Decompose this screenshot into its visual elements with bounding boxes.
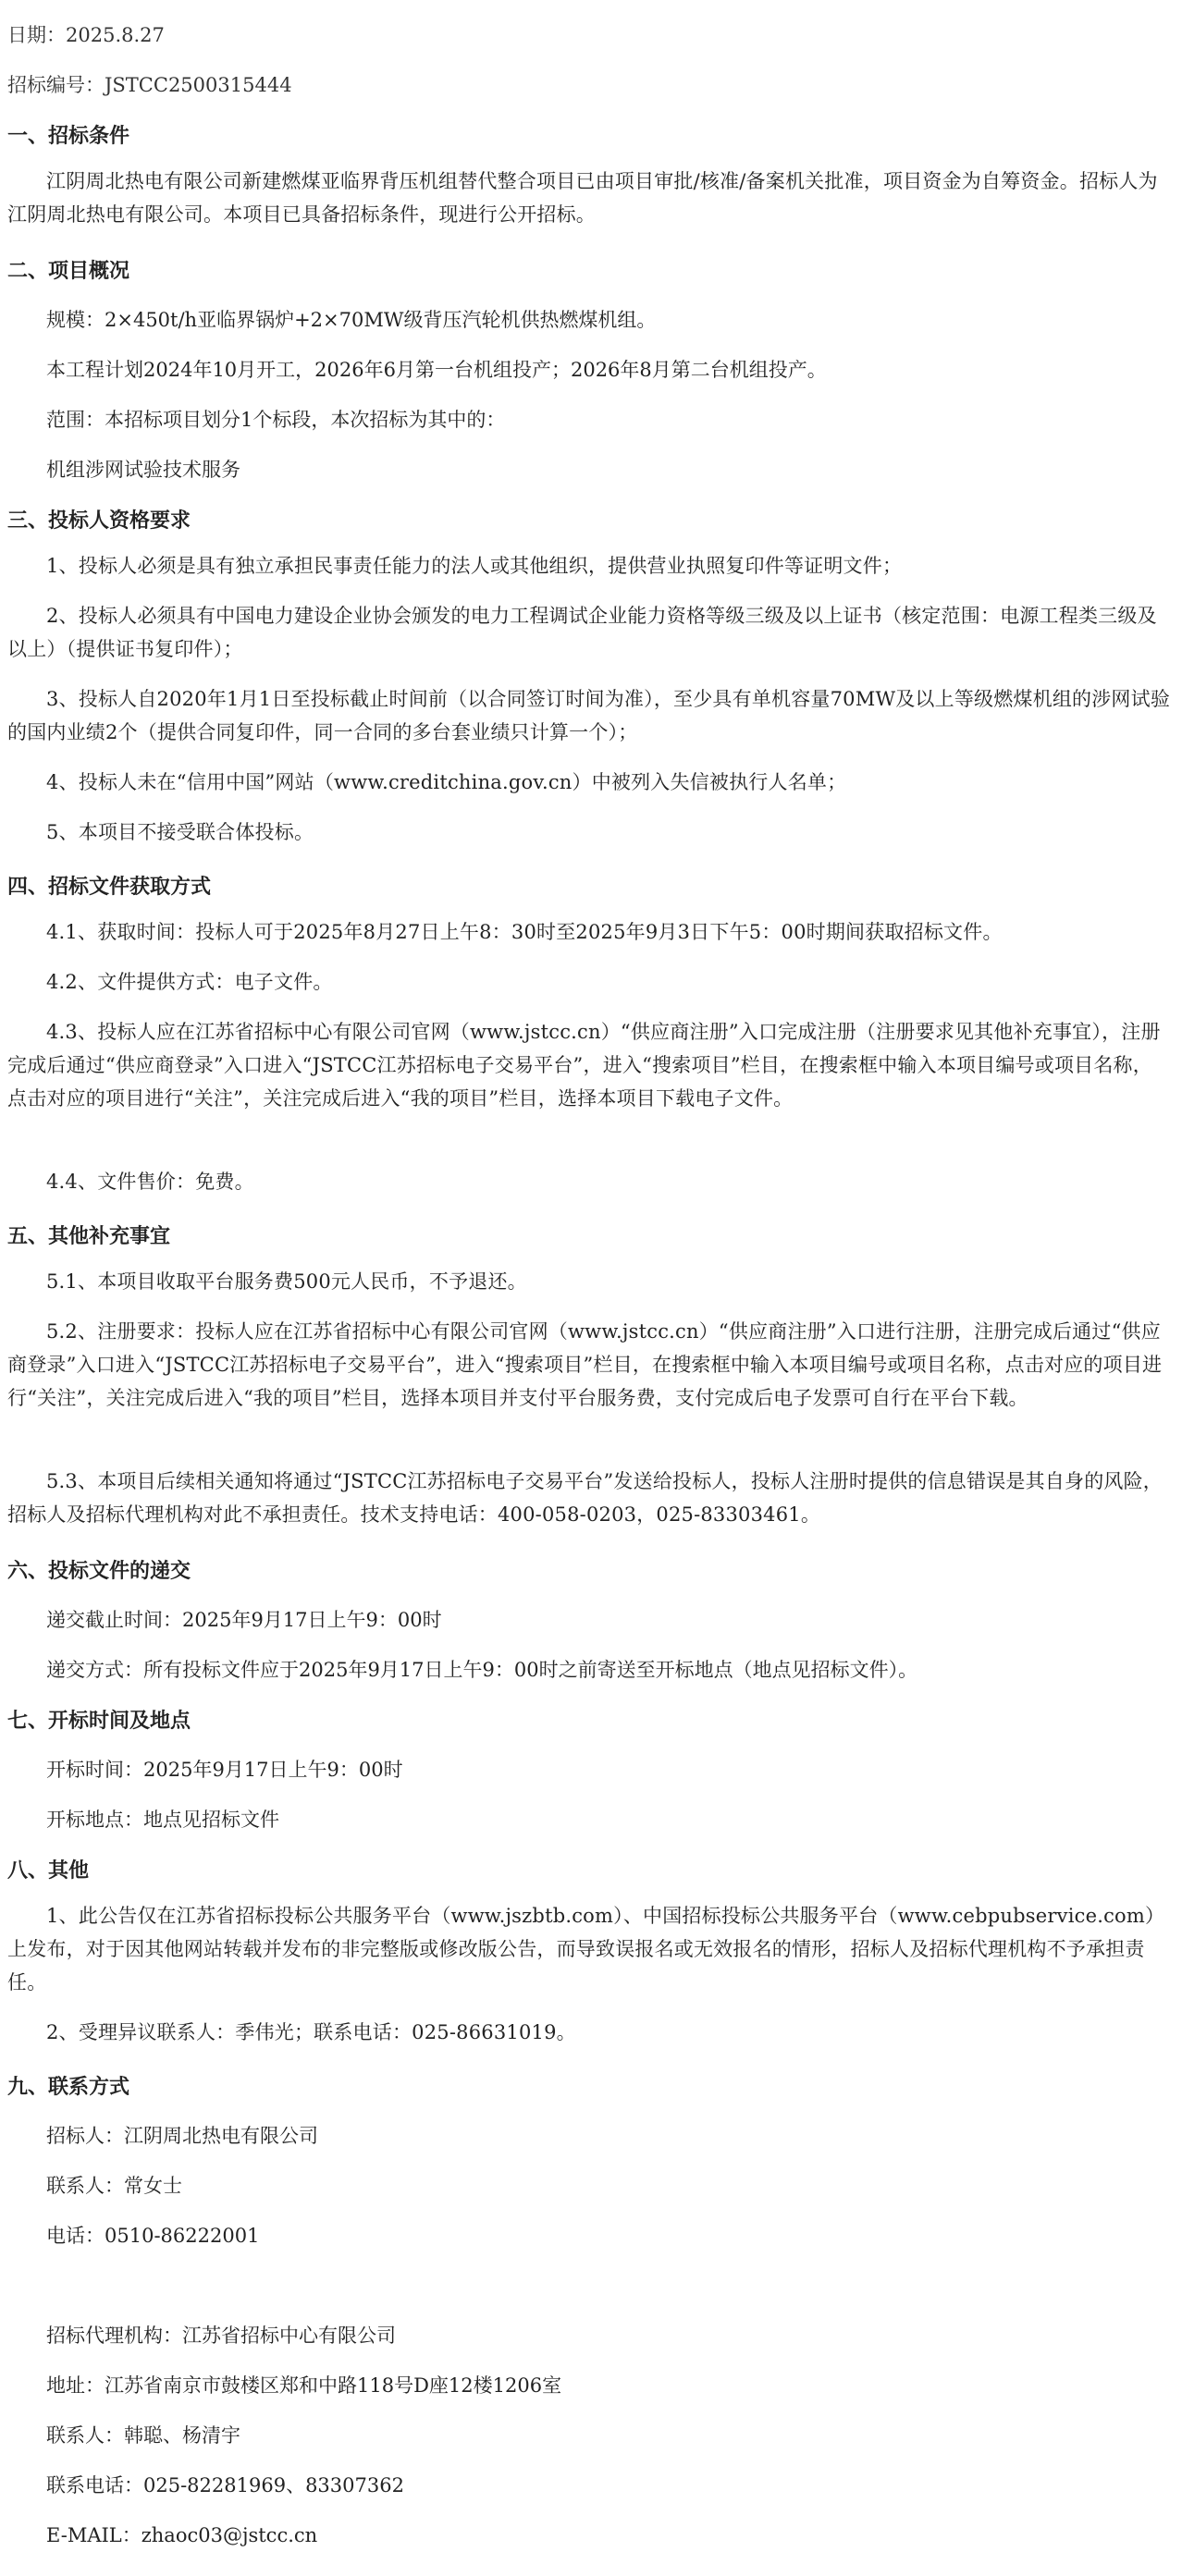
supplementary-item: 5.3、本项目后续相关通知将通过“JSTCC江苏招标电子交易平台”发送给投标人，投标人注册时提供的信息错误是其自身的风险，招标人及招标代理机构对此不承担责任。技术支持电话：400-058-0203，025-83303461。 bbox=[7, 1470, 1164, 1526]
submission-method: 递交方式：所有投标文件应于2025年9月17日上午9：00时之前寄送至开标地点（地点见招标文件）。 bbox=[46, 1659, 918, 1681]
qualification-item: 4、投标人未在“信用中国”网站（www.creditchina.gov.cn）中被列入失信被执行人名单； bbox=[46, 771, 847, 793]
agency-name: 招标代理机构：江苏省招标中心有限公司 bbox=[46, 2325, 396, 2347]
acquisition-item: 4.4、文件售价：免费。 bbox=[46, 1171, 254, 1193]
section-title-document-acquisition: 四、招标文件获取方式 bbox=[7, 875, 212, 899]
project-lot: 机组涉网试验技术服务 bbox=[46, 459, 240, 481]
submission-deadline: 递交截止时间：2025年9月17日上午9：00时 bbox=[46, 1609, 442, 1631]
supplementary-item: 5.1、本项目收取平台服务费500元人民币，不予退还。 bbox=[46, 1270, 527, 1293]
supplementary-item: 5.2、注册要求：投标人应在江苏省招标中心有限公司官网（www.jstcc.cn）“供应商注册”入口进行注册，注册完成后通过“供应商登录”入口进入“JSTCC江苏招标电子交易平台”，进入“搜索项目”栏目，在搜索框中输入本项目编号或项目名称，点击对应的项目进行“关注”，关注完成后进入“我的项目”栏目，选择本项目并支付平台服务费，支付完成后电子发票可自行在平台下载。 bbox=[7, 1320, 1163, 1409]
agency-phone: 联系电话：025-82281969、83307362 bbox=[46, 2474, 404, 2496]
acquisition-item: 4.3、投标人应在江苏省招标中心有限公司官网（www.jstcc.cn）“供应商注册”入口完成注册（注册要求见其他补充事宜），注册完成后通过“供应商登录”入口进入“JSTCC江苏招标电子交易平台”，进入“搜索项目”栏目，在搜索框中输入本项目编号或项目名称，点击对应的项目进行“关注”，关注完成后进入“我的项目”栏目，选择本项目下载电子文件。 bbox=[7, 1021, 1161, 1110]
agency-address: 地址：江苏省南京市鼓楼区郑和中路118号D座12楼1206室 bbox=[46, 2374, 562, 2397]
opening-time: 开标时间：2025年9月17日上午9：00时 bbox=[46, 1759, 403, 1781]
agency-contact: 联系人：韩聪、杨清宇 bbox=[46, 2424, 240, 2447]
other-item: 1、此公告仅在江苏省招标投标公共服务平台（www.jszbtb.com）、中国招标投标公共服务平台（www.cebpubservice.com）上发布，对于因其他网站转载并发布的非完整版或修改版公告，而导致误报名或无效报名的情形，招标人及招标代理机构不予承担责任。 bbox=[7, 1905, 1165, 1993]
bid-number-line: 招标编号：JSTCC2500315444 bbox=[7, 74, 292, 96]
acquisition-item: 4.1、获取时间：投标人可于2025年8月27日上午8：30时至2025年9月3日下午5：00时期间获取招标文件。 bbox=[46, 921, 1003, 943]
qualification-item: 2、投标人必须具有中国电力建设企业协会颁发的电力工程调试企业能力资格等级三级及以上证书（核定范围：电源工程类三级及以上）（提供证书复印件）； bbox=[7, 605, 1157, 660]
qualification-item: 5、本项目不接受联合体投标。 bbox=[46, 821, 314, 843]
date-line: 日期：2025.8.27 bbox=[7, 24, 165, 46]
qualification-item: 3、投标人自2020年1月1日至投标截止时间前（以合同签订时间为准），至少具有单机容量70MW及以上等级燃煤机组的涉网试验的国内业绩2个（提供合同复印件，同一合同的多台套业绩只计算一个）； bbox=[7, 688, 1171, 743]
project-plan: 本工程计划2024年10月开工，2026年6月第一台机组投产；2026年8月第二台机组投产。 bbox=[46, 359, 827, 381]
section-title-other: 八、其他 bbox=[7, 1858, 90, 1883]
section-title-bid-conditions: 一、招标条件 bbox=[7, 124, 130, 148]
agency-email: E-MAIL：zhaoc03@jstcc.cn bbox=[46, 2524, 318, 2546]
project-scale: 规模：2×450t/h亚临界锅炉+2×70MW级背压汽轮机供热燃煤机组。 bbox=[46, 309, 657, 331]
qualification-item: 1、投标人必须是具有独立承担民事责任能力的法人或其他组织，提供营业执照复印件等证明文件； bbox=[46, 555, 903, 577]
section-title-supplementary: 五、其他补充事宜 bbox=[7, 1224, 171, 1248]
tenderer-name: 招标人：江阴周北热电有限公司 bbox=[46, 2125, 318, 2147]
section-title-contact: 九、联系方式 bbox=[7, 2075, 130, 2099]
project-scope: 范围：本招标项目划分1个标段，本次招标为其中的： bbox=[46, 409, 506, 431]
section-title-qualifications: 三、投标人资格要求 bbox=[7, 509, 191, 533]
section-title-opening: 七、开标时间及地点 bbox=[7, 1709, 191, 1733]
opening-place: 开标地点：地点见招标文件 bbox=[46, 1809, 279, 1831]
other-item: 2、受理异议联系人：季伟光；联系电话：025-86631019。 bbox=[46, 2021, 576, 2043]
bid-conditions-paragraph: 江阴周北热电有限公司新建燃煤亚临界背压机组替代整合项目已由项目审批/核准/备案机关批准，项目资金为自筹资金。招标人为江阴周北热电有限公司。本项目已具备招标条件，现进行公开招标。 bbox=[7, 170, 1158, 226]
section-title-project-overview: 二、项目概况 bbox=[7, 259, 130, 283]
acquisition-item: 4.2、文件提供方式：电子文件。 bbox=[46, 971, 333, 993]
tenderer-contact: 联系人：常女士 bbox=[46, 2175, 182, 2197]
section-title-submission: 六、投标文件的递交 bbox=[7, 1559, 191, 1583]
tenderer-phone: 电话：0510-86222001 bbox=[46, 2225, 260, 2247]
